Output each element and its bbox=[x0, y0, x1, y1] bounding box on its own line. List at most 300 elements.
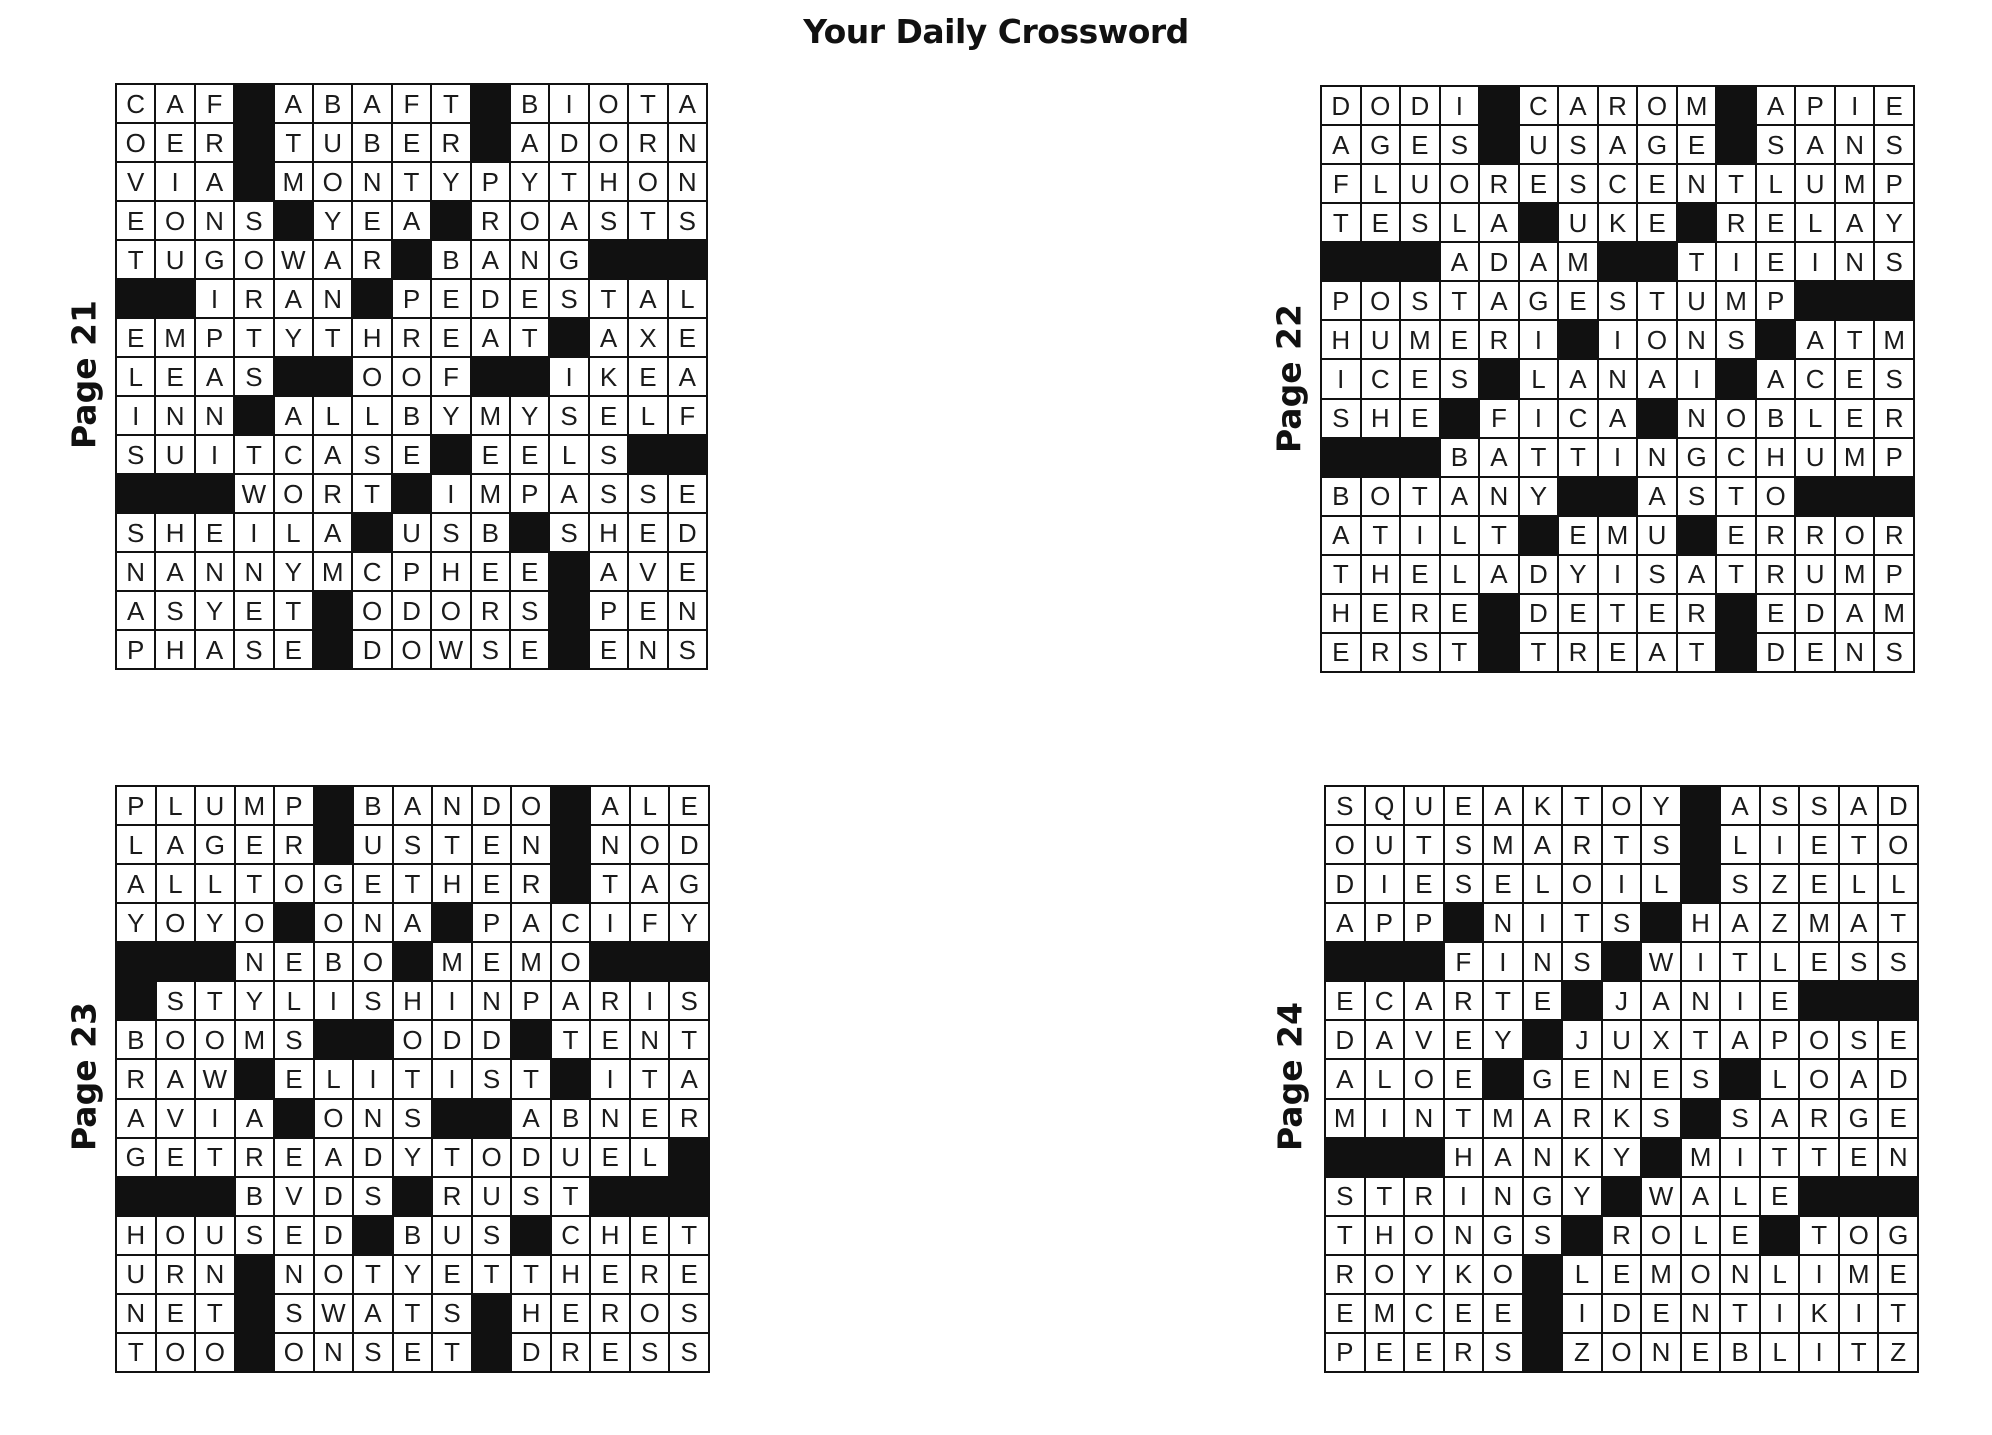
letter-cell: S bbox=[1401, 282, 1439, 319]
letter-cell: D bbox=[315, 1217, 353, 1254]
letter-cell: N bbox=[1484, 904, 1522, 941]
letter-cell: S bbox=[512, 1178, 550, 1215]
letter-cell: Y bbox=[196, 904, 234, 941]
letter-cell: T bbox=[1445, 1100, 1483, 1137]
letter-cell: O bbox=[1638, 321, 1676, 358]
letter-cell: Y bbox=[236, 982, 274, 1019]
black-square bbox=[1366, 1139, 1404, 1176]
letter-cell: N bbox=[1642, 1334, 1680, 1371]
letter-cell: I bbox=[235, 514, 272, 551]
black-square bbox=[1879, 982, 1917, 1019]
letter-cell: J bbox=[1563, 1021, 1601, 1058]
black-square bbox=[236, 1060, 274, 1097]
black-square bbox=[157, 943, 195, 980]
letter-cell: K bbox=[1445, 1256, 1483, 1293]
letter-cell: T bbox=[1599, 595, 1637, 632]
letter-cell: E bbox=[590, 397, 627, 434]
letter-cell: O bbox=[1405, 1217, 1443, 1254]
letter-cell: T bbox=[1563, 787, 1601, 824]
letter-cell: E bbox=[275, 1139, 313, 1176]
letter-cell: B bbox=[394, 1217, 432, 1254]
black-square bbox=[669, 436, 706, 473]
letter-cell: E bbox=[1879, 1256, 1917, 1293]
letter-cell: U bbox=[1796, 556, 1834, 593]
black-square bbox=[670, 943, 708, 980]
letter-cell: C bbox=[552, 904, 590, 941]
letter-cell: S bbox=[394, 826, 432, 863]
letter-cell: G bbox=[1524, 1178, 1562, 1215]
letter-cell: C bbox=[117, 85, 154, 122]
letter-cell: M bbox=[1800, 904, 1838, 941]
letter-cell: R bbox=[1717, 204, 1755, 241]
black-square bbox=[433, 904, 471, 941]
letter-cell: N bbox=[236, 943, 274, 980]
letter-cell: T bbox=[196, 982, 234, 1019]
black-square bbox=[1563, 1217, 1601, 1254]
black-square bbox=[393, 241, 430, 278]
letter-cell: H bbox=[1322, 595, 1360, 632]
letter-cell: L bbox=[1796, 400, 1834, 437]
letter-cell: N bbox=[1480, 478, 1518, 515]
letter-cell: T bbox=[354, 1256, 392, 1293]
crossword-grid bbox=[1324, 785, 1919, 1373]
letter-cell: E bbox=[1401, 360, 1439, 397]
black-square bbox=[670, 1139, 708, 1176]
letter-cell: G bbox=[1524, 1060, 1562, 1097]
letter-cell: I bbox=[432, 475, 469, 512]
letter-cell: L bbox=[1721, 1178, 1759, 1215]
letter-cell: F bbox=[1322, 165, 1360, 202]
black-square bbox=[235, 397, 272, 434]
letter-cell: E bbox=[1875, 87, 1913, 124]
letter-cell: E bbox=[473, 943, 511, 980]
letter-cell: E bbox=[1836, 360, 1874, 397]
crossword-grid bbox=[115, 83, 708, 670]
letter-cell: S bbox=[1840, 1021, 1878, 1058]
letter-cell: K bbox=[1563, 1139, 1601, 1176]
letter-cell: N bbox=[1682, 1295, 1720, 1332]
letter-cell: E bbox=[1326, 1295, 1364, 1332]
letter-cell: W bbox=[315, 1295, 353, 1332]
letter-cell: C bbox=[552, 1217, 590, 1254]
letter-cell: S bbox=[235, 358, 272, 395]
letter-cell: V bbox=[275, 1178, 313, 1215]
letter-cell: A bbox=[1326, 1060, 1364, 1097]
letter-cell: R bbox=[472, 592, 509, 629]
letter-cell: N bbox=[1484, 1178, 1522, 1215]
letter-cell: D bbox=[1757, 634, 1795, 671]
letter-cell: L bbox=[1761, 1060, 1799, 1097]
letter-cell: D bbox=[1603, 1295, 1641, 1332]
letter-cell: H bbox=[117, 1217, 155, 1254]
letter-cell: L bbox=[117, 826, 155, 863]
letter-cell: D bbox=[1520, 595, 1558, 632]
letter-cell: R bbox=[1757, 556, 1795, 593]
letter-cell: S bbox=[590, 436, 627, 473]
letter-cell: T bbox=[670, 1021, 708, 1058]
letter-cell: T bbox=[1840, 826, 1878, 863]
letter-cell: L bbox=[1761, 1334, 1799, 1371]
letter-cell: N bbox=[1678, 165, 1716, 202]
letter-cell: E bbox=[552, 1295, 590, 1332]
letter-cell: E bbox=[1520, 165, 1558, 202]
letter-cell: I bbox=[550, 358, 587, 395]
letter-cell: Y bbox=[511, 397, 548, 434]
letter-cell: T bbox=[1717, 165, 1755, 202]
letter-cell: Y bbox=[314, 202, 351, 239]
letter-cell: O bbox=[157, 1217, 195, 1254]
letter-cell: F bbox=[1445, 943, 1483, 980]
letter-cell: I bbox=[1524, 904, 1562, 941]
letter-cell: S bbox=[1721, 1100, 1759, 1137]
letter-cell: O bbox=[354, 943, 392, 980]
letter-cell: A bbox=[1559, 87, 1597, 124]
letter-cell: E bbox=[1322, 634, 1360, 671]
letter-cell: T bbox=[1322, 556, 1360, 593]
letter-cell: F bbox=[631, 904, 669, 941]
letter-cell: S bbox=[670, 1334, 708, 1371]
letter-cell: O bbox=[1362, 478, 1400, 515]
letter-cell: A bbox=[1405, 982, 1443, 1019]
letter-cell: E bbox=[393, 436, 430, 473]
black-square bbox=[669, 241, 706, 278]
letter-cell: S bbox=[1322, 400, 1360, 437]
letter-cell: Y bbox=[1405, 1256, 1443, 1293]
letter-cell: A bbox=[275, 85, 312, 122]
letter-cell: O bbox=[314, 163, 351, 200]
letter-cell: P bbox=[590, 592, 627, 629]
letter-cell: D bbox=[393, 592, 430, 629]
letter-cell: Y bbox=[432, 397, 469, 434]
letter-cell: T bbox=[275, 592, 312, 629]
letter-cell: R bbox=[670, 1100, 708, 1137]
black-square bbox=[473, 1334, 511, 1371]
letter-cell: O bbox=[1362, 87, 1400, 124]
letter-cell: T bbox=[1405, 826, 1443, 863]
letter-cell: A bbox=[669, 85, 706, 122]
letter-cell: S bbox=[117, 436, 154, 473]
letter-cell: A bbox=[314, 241, 351, 278]
letter-cell: H bbox=[552, 1256, 590, 1293]
letter-cell: M bbox=[1836, 165, 1874, 202]
letter-cell: T bbox=[512, 1060, 550, 1097]
letter-cell: B bbox=[236, 1178, 274, 1215]
black-square bbox=[235, 124, 272, 161]
letter-cell: M bbox=[433, 943, 471, 980]
letter-cell: V bbox=[157, 1100, 195, 1137]
letter-cell: I bbox=[315, 982, 353, 1019]
letter-cell: E bbox=[275, 1217, 313, 1254]
letter-cell: Z bbox=[1761, 865, 1799, 902]
letter-cell: O bbox=[1484, 1256, 1522, 1293]
letter-cell: A bbox=[1757, 360, 1795, 397]
letter-cell: A bbox=[394, 904, 432, 941]
letter-cell: L bbox=[1840, 865, 1878, 902]
letter-cell: I bbox=[1603, 865, 1641, 902]
letter-cell: E bbox=[511, 280, 548, 317]
letter-cell: R bbox=[1480, 165, 1518, 202]
black-square bbox=[1682, 865, 1720, 902]
letter-cell: E bbox=[669, 319, 706, 356]
letter-cell: C bbox=[1405, 1295, 1443, 1332]
letter-cell: A bbox=[1757, 87, 1795, 124]
letter-cell: C bbox=[1559, 400, 1597, 437]
letter-cell: S bbox=[275, 1295, 313, 1332]
letter-cell: D bbox=[354, 1139, 392, 1176]
letter-cell: A bbox=[1796, 126, 1834, 163]
letter-cell: S bbox=[1875, 634, 1913, 671]
letter-cell: A bbox=[1642, 982, 1680, 1019]
letter-cell: E bbox=[1757, 595, 1795, 632]
letter-cell: L bbox=[157, 787, 195, 824]
letter-cell: E bbox=[1445, 1021, 1483, 1058]
black-square bbox=[156, 280, 193, 317]
letter-cell: N bbox=[156, 397, 193, 434]
letter-cell: R bbox=[631, 1256, 669, 1293]
letter-cell: N bbox=[1603, 1060, 1641, 1097]
black-square bbox=[552, 865, 590, 902]
letter-cell: N bbox=[1445, 1217, 1483, 1254]
black-square bbox=[117, 1178, 155, 1215]
letter-cell: Z bbox=[1761, 904, 1799, 941]
letter-cell: E bbox=[1405, 865, 1443, 902]
letter-cell: A bbox=[1480, 204, 1518, 241]
letter-cell: I bbox=[1441, 87, 1479, 124]
letter-cell: I bbox=[196, 1100, 234, 1137]
letter-cell: Y bbox=[1603, 1139, 1641, 1176]
letter-cell: O bbox=[1326, 826, 1364, 863]
letter-cell: N bbox=[354, 904, 392, 941]
letter-cell: S bbox=[473, 1217, 511, 1254]
letter-cell: P bbox=[117, 631, 154, 668]
black-square bbox=[1563, 982, 1601, 1019]
letter-cell: S bbox=[1717, 321, 1755, 358]
letter-cell: E bbox=[1603, 1256, 1641, 1293]
crossword-grid bbox=[115, 785, 710, 1373]
letter-cell: A bbox=[117, 1100, 155, 1137]
black-square bbox=[1524, 1256, 1562, 1293]
black-square bbox=[550, 319, 587, 356]
letter-cell: W bbox=[1642, 943, 1680, 980]
letter-cell: E bbox=[432, 280, 469, 317]
black-square bbox=[235, 85, 272, 122]
letter-cell: S bbox=[354, 1334, 392, 1371]
letter-cell: O bbox=[1441, 165, 1479, 202]
letter-cell: E bbox=[472, 553, 509, 590]
letter-cell: L bbox=[1441, 517, 1479, 554]
letter-cell: I bbox=[1717, 243, 1755, 280]
letter-cell: T bbox=[235, 319, 272, 356]
letter-cell: O bbox=[394, 1021, 432, 1058]
letter-cell: I bbox=[156, 163, 193, 200]
letter-cell: L bbox=[315, 1060, 353, 1097]
letter-cell: T bbox=[629, 85, 666, 122]
letter-cell: D bbox=[353, 631, 390, 668]
letter-cell: O bbox=[275, 475, 312, 512]
letter-cell: A bbox=[1524, 1100, 1562, 1137]
letter-cell: R bbox=[157, 1256, 195, 1293]
letter-cell: T bbox=[196, 1295, 234, 1332]
letter-cell: A bbox=[1721, 787, 1759, 824]
letter-cell: R bbox=[236, 1139, 274, 1176]
letter-cell: N bbox=[117, 1295, 155, 1332]
letter-cell: T bbox=[1879, 1295, 1917, 1332]
letter-cell: W bbox=[432, 631, 469, 668]
letter-cell: E bbox=[1599, 634, 1637, 671]
letter-cell: B bbox=[315, 943, 353, 980]
letter-cell: E bbox=[1757, 204, 1795, 241]
letter-cell: R bbox=[1796, 517, 1834, 554]
letter-cell: A bbox=[1559, 360, 1597, 397]
letter-cell: N bbox=[353, 163, 390, 200]
letter-cell: A bbox=[1441, 243, 1479, 280]
letter-cell: B bbox=[472, 514, 509, 551]
letter-cell: A bbox=[117, 592, 154, 629]
letter-cell: O bbox=[631, 1295, 669, 1332]
black-square bbox=[354, 1021, 392, 1058]
letter-cell: A bbox=[117, 865, 155, 902]
letter-cell: E bbox=[1638, 204, 1676, 241]
black-square bbox=[1800, 982, 1838, 1019]
letter-cell: T bbox=[511, 319, 548, 356]
letter-cell: E bbox=[1441, 321, 1479, 358]
letter-cell: Y bbox=[511, 163, 548, 200]
letter-cell: T bbox=[629, 202, 666, 239]
letter-cell: A bbox=[1840, 787, 1878, 824]
letter-cell: T bbox=[1840, 1334, 1878, 1371]
letter-cell: A bbox=[1441, 478, 1479, 515]
black-square bbox=[1480, 360, 1518, 397]
page-label: Page 22 bbox=[1269, 304, 1309, 453]
letter-cell: A bbox=[472, 241, 509, 278]
letter-cell: I bbox=[1800, 1334, 1838, 1371]
letter-cell: T bbox=[1441, 282, 1479, 319]
letter-cell: T bbox=[117, 1334, 155, 1371]
letter-cell: M bbox=[1366, 1295, 1404, 1332]
letter-cell: R bbox=[433, 1178, 471, 1215]
letter-cell: D bbox=[1520, 556, 1558, 593]
letter-cell: H bbox=[1362, 400, 1400, 437]
letter-cell: S bbox=[1757, 126, 1795, 163]
black-square bbox=[314, 592, 351, 629]
black-square bbox=[1322, 439, 1360, 476]
letter-cell: P bbox=[1761, 1021, 1799, 1058]
letter-cell: U bbox=[196, 787, 234, 824]
letter-cell: S bbox=[472, 631, 509, 668]
letter-cell: S bbox=[1678, 478, 1716, 515]
letter-cell: A bbox=[1484, 787, 1522, 824]
letter-cell: O bbox=[275, 865, 313, 902]
letter-cell: G bbox=[1362, 126, 1400, 163]
letter-cell: E bbox=[511, 553, 548, 590]
letter-cell: S bbox=[1559, 126, 1597, 163]
black-square bbox=[353, 514, 390, 551]
letter-cell: R bbox=[1362, 634, 1400, 671]
black-square bbox=[1796, 282, 1834, 319]
letter-cell: S bbox=[670, 982, 708, 1019]
page-label: Page 24 bbox=[1270, 1002, 1310, 1151]
letter-cell: X bbox=[629, 319, 666, 356]
letter-cell: E bbox=[511, 436, 548, 473]
letter-cell: T bbox=[1800, 1139, 1838, 1176]
letter-cell: T bbox=[1800, 1217, 1838, 1254]
letter-cell: A bbox=[1840, 1060, 1878, 1097]
letter-cell: G bbox=[550, 241, 587, 278]
letter-cell: I bbox=[1520, 400, 1558, 437]
letter-cell: N bbox=[591, 1100, 629, 1137]
letter-cell: Y bbox=[1559, 556, 1597, 593]
letter-cell: I bbox=[1322, 360, 1360, 397]
letter-cell: E bbox=[1678, 126, 1716, 163]
letter-cell: O bbox=[1405, 1060, 1443, 1097]
letter-cell: E bbox=[1445, 787, 1483, 824]
black-square bbox=[552, 1060, 590, 1097]
letter-cell: D bbox=[670, 826, 708, 863]
black-square bbox=[1524, 1334, 1562, 1371]
letter-cell: L bbox=[1563, 1256, 1601, 1293]
letter-cell: K bbox=[1603, 1100, 1641, 1137]
letter-cell: S bbox=[1441, 360, 1479, 397]
letter-cell: A bbox=[1484, 1139, 1522, 1176]
black-square bbox=[196, 475, 233, 512]
black-square bbox=[1405, 943, 1443, 980]
letter-cell: O bbox=[1362, 282, 1400, 319]
letter-cell: H bbox=[156, 631, 193, 668]
letter-cell: F bbox=[432, 358, 469, 395]
letter-cell: P bbox=[393, 280, 430, 317]
letter-cell: O bbox=[1642, 1217, 1680, 1254]
black-square bbox=[1524, 1295, 1562, 1332]
letter-cell: P bbox=[473, 904, 511, 941]
letter-cell: M bbox=[1642, 1256, 1680, 1293]
letter-cell: Y bbox=[1875, 204, 1913, 241]
letter-cell: L bbox=[157, 865, 195, 902]
letter-cell: N bbox=[117, 553, 154, 590]
letter-cell: S bbox=[1524, 1217, 1562, 1254]
letter-cell: U bbox=[1678, 282, 1716, 319]
letter-cell: E bbox=[235, 592, 272, 629]
letter-cell: E bbox=[670, 1256, 708, 1293]
black-square bbox=[1836, 478, 1874, 515]
letter-cell: A bbox=[354, 1295, 392, 1332]
letter-cell: A bbox=[590, 553, 627, 590]
letter-cell: O bbox=[631, 826, 669, 863]
letter-cell: A bbox=[196, 631, 233, 668]
letter-cell: O bbox=[393, 358, 430, 395]
letter-cell: U bbox=[117, 1256, 155, 1293]
letter-cell: G bbox=[1879, 1217, 1917, 1254]
letter-cell: A bbox=[353, 85, 390, 122]
black-square bbox=[1840, 982, 1878, 1019]
black-square bbox=[1836, 282, 1874, 319]
letter-cell: I bbox=[1682, 943, 1720, 980]
black-square bbox=[1682, 1100, 1720, 1137]
letter-cell: H bbox=[394, 982, 432, 1019]
letter-cell: L bbox=[1757, 165, 1795, 202]
letter-cell: E bbox=[1638, 165, 1676, 202]
letter-cell: S bbox=[631, 1334, 669, 1371]
letter-cell: S bbox=[156, 592, 193, 629]
letter-cell: N bbox=[669, 163, 706, 200]
letter-cell: W bbox=[1642, 1178, 1680, 1215]
letter-cell: R bbox=[314, 475, 351, 512]
letter-cell: A bbox=[1599, 126, 1637, 163]
letter-cell: S bbox=[1682, 1060, 1720, 1097]
letter-cell: A bbox=[1836, 204, 1874, 241]
letter-cell: I bbox=[1484, 943, 1522, 980]
letter-cell: S bbox=[157, 982, 195, 1019]
letter-cell: C bbox=[1717, 439, 1755, 476]
